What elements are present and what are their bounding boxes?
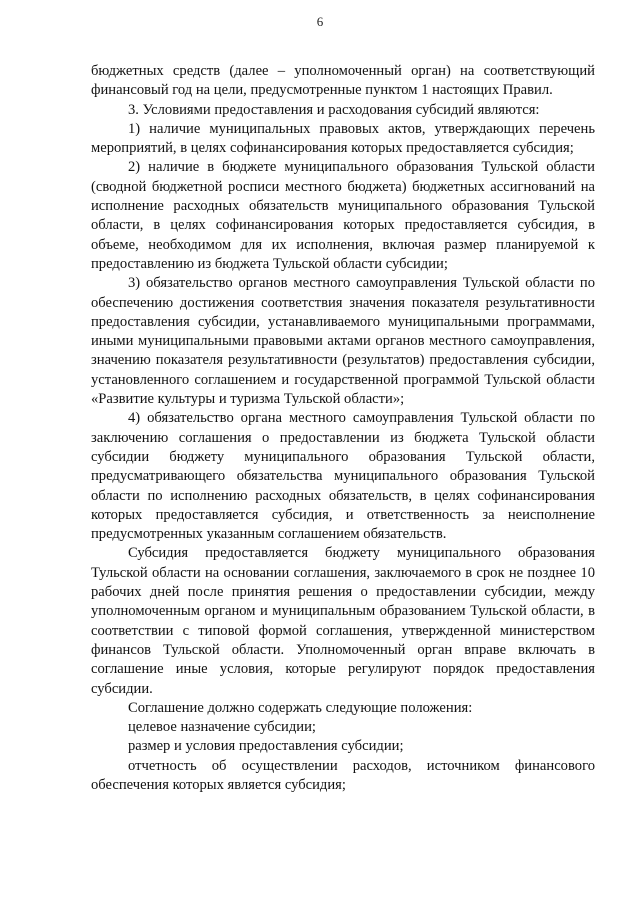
paragraph-clause-3: 3. Условиями предоставления и расходования субсидий являются: xyxy=(128,101,540,118)
paragraph-subsidy-agreement: Субсидия предоставляется бюджету муниципального образования Тульской области на основании соглашения, заключаемого в срок не позднее 10 рабочих дней после принятия решения о предоставлении субсидии, между уполномоченным органом и муниципальным образованием Тульской области, в соответствии с типовой формой соглашения, утвержденной министерством финансов Тульской области. Уполномоченный орган вправе включать в соглашение иные условия, которые регулируют порядок предоставления субсидии. xyxy=(91,545,595,697)
paragraph-item-3: 3) обязательство органов местного самоуправления Тульской области по обеспечению достижения соответствия значения показателя результативности предоставления субсидии, устанавливаемого муниципальными программами, иными муниципальными правовыми актами органов местного самоуправления, значению показателя результативности (результатов) предоставления субсидии, установленного соглашением и государственной программой Тульской области «Развитие культуры и туризма Тульской области»; xyxy=(91,275,595,408)
paragraph-item-1: 1) наличие муниципальных правовых актов, утверждающих перечень мероприятий, в целях софинансирования которых предоставляется субсидия; xyxy=(91,120,595,157)
paragraph-item-2: 2) наличие в бюджете муниципального образования Тульской области (сводной бюджетной росписи местного бюджета) бюджетных ассигнований на исполнение расходных обязательств муниципального образования Тульской области, в целях софинансирования которых предоставляется субсидия, в объеме, необходимом для их исполнения, включая размер планируемой к предоставлению из бюджета Тульской области субсидии; xyxy=(91,159,595,272)
paragraph-reporting: отчетность об осуществлении расходов, источником финансового обеспечения которых является субсидия; xyxy=(91,757,595,793)
paragraph-item-4: 4) обязательство органа местного самоуправления Тульской области по заключению соглашения о предоставлении из бюджета Тульской области субсидии бюджету муниципального образования Тульской области, предусматривающего обязательства муниципального образования Тульской области по исполнению расходных обязательств, в целях софинансирования которых предоставляется субсидия, и ответственность за неисполнение предусмотренных указанным соглашением обязательств. xyxy=(91,410,595,543)
paragraph-continuation: бюджетных средств (далее – уполномоченный орган) на соответствующий финансовый год на цели, предусмотренные пунктом 1 настоящих Правил. xyxy=(91,63,595,99)
page-number: 6 xyxy=(316,14,324,29)
document-body xyxy=(91,62,595,795)
paragraph-agreement-provisions: Соглашение должно содержать следующие положения: xyxy=(128,699,473,716)
paragraph-purpose: целевое назначение субсидии; xyxy=(128,719,316,736)
paragraph-size-conditions: размер и условия предоставления субсидии; xyxy=(128,738,404,755)
